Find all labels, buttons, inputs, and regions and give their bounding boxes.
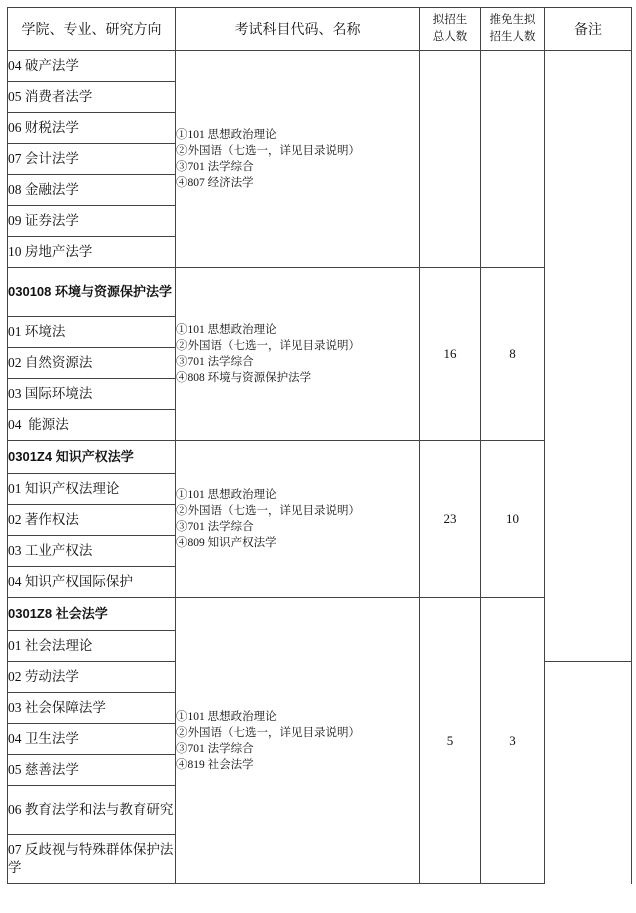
subjects-cell: [176, 268, 420, 441]
direction-cell: 05 消费者法学: [8, 82, 176, 113]
admissions-table: [7, 7, 632, 884]
exempt-count-cell: 10: [481, 441, 545, 598]
direction-cell: 07 反歧视与特殊群体保护法学: [8, 835, 176, 884]
table-row: [8, 598, 632, 631]
subject-line: ④819 社会法学: [176, 758, 254, 771]
direction-cell: 03 国际环境法: [8, 379, 176, 410]
table-row: [8, 51, 632, 82]
subject-line: ③701 法学综合: [176, 742, 254, 755]
direction-cell: 01 知识产权法理论: [8, 474, 176, 505]
header-exempt: [481, 8, 545, 51]
subject-line: ①101 思想政治理论: [176, 489, 277, 501]
major-title: 0301Z4 知识产权法学: [8, 441, 176, 474]
exempt-count-cell: 8: [481, 268, 545, 441]
direction-cell: 02 著作权法: [8, 505, 176, 536]
header-exempt-line2: 招生人数: [489, 31, 536, 43]
table-row: [8, 268, 632, 317]
subject-line: ①101 思想政治理论: [176, 710, 277, 723]
direction-cell: 02 劳动法学: [8, 662, 176, 693]
direction-cell: 05 慈善法学: [8, 755, 176, 786]
subject-line: ②外国语（七选一，详见目录说明）: [176, 726, 360, 739]
header-row: [8, 8, 632, 51]
direction-cell: 03 工业产权法: [8, 536, 176, 567]
subject-line: ②外国语（七选一，详见目录说明）: [176, 340, 360, 352]
subject-line: ④808 环境与资源保护法学: [176, 372, 312, 384]
subject-line: ①101 思想政治理论: [176, 129, 277, 141]
header-subjects: 考试科目代码、名称: [176, 8, 420, 51]
planned-total-cell: 23: [420, 441, 481, 598]
subject-line: ④809 知识产权法学: [176, 537, 277, 549]
header-planned-line1: 拟招生: [432, 14, 468, 26]
direction-cell: 01 社会法理论: [8, 631, 176, 662]
remarks-cell: [545, 51, 632, 662]
direction-cell: 07 会计法学: [8, 144, 176, 175]
direction-cell: 02 自然资源法: [8, 348, 176, 379]
direction-cell: 03 社会保障法学: [8, 693, 176, 724]
planned-total-cell: [420, 51, 481, 268]
subject-line: ③701 法学综合: [176, 521, 254, 533]
subject-line: ④807 经济法学: [176, 177, 254, 189]
direction-cell: 04 破产法学: [8, 51, 176, 82]
planned-total-cell: 16: [420, 268, 481, 441]
subject-line: ②外国语（七选一，详见目录说明）: [176, 505, 360, 517]
subject-line: ③701 法学综合: [176, 161, 254, 173]
direction-cell: 04 卫生法学: [8, 724, 176, 755]
direction-cell: 08 金融法学: [8, 175, 176, 206]
header-direction: 学院、专业、研究方向: [8, 8, 176, 51]
major-title: 0301Z8 社会法学: [8, 598, 176, 631]
planned-total-cell: 5: [420, 598, 481, 884]
direction-cell: 04 知识产权国际保护: [8, 567, 176, 598]
subjects-cell: [176, 441, 420, 598]
subject-line: ③701 法学综合: [176, 356, 254, 368]
header-planned-line2: 总人数: [432, 31, 468, 43]
subject-line: ②外国语（七选一，详见目录说明）: [176, 145, 360, 157]
subject-line: ①101 思想政治理论: [176, 324, 277, 336]
header-exempt-line1: 推免生拟: [489, 14, 536, 26]
subjects-cell: [176, 598, 420, 884]
table-row: [8, 441, 632, 474]
direction-cell: 09 证券法学: [8, 206, 176, 237]
direction-cell: 01 环境法: [8, 317, 176, 348]
direction-cell: 10 房地产法学: [8, 237, 176, 268]
exempt-count-cell: 3: [481, 598, 545, 884]
direction-cell: 06 教育法学和法与教育研究: [8, 786, 176, 835]
exempt-count-cell: [481, 51, 545, 268]
major-title: 030108 环境与资源保护法学: [8, 268, 176, 317]
direction-cell: 06 财税法学: [8, 113, 176, 144]
subjects-cell: [176, 51, 420, 268]
header-planned-total: [420, 8, 481, 51]
direction-cell: 04 能源法: [8, 410, 176, 441]
header-remarks: 备注: [545, 8, 632, 51]
